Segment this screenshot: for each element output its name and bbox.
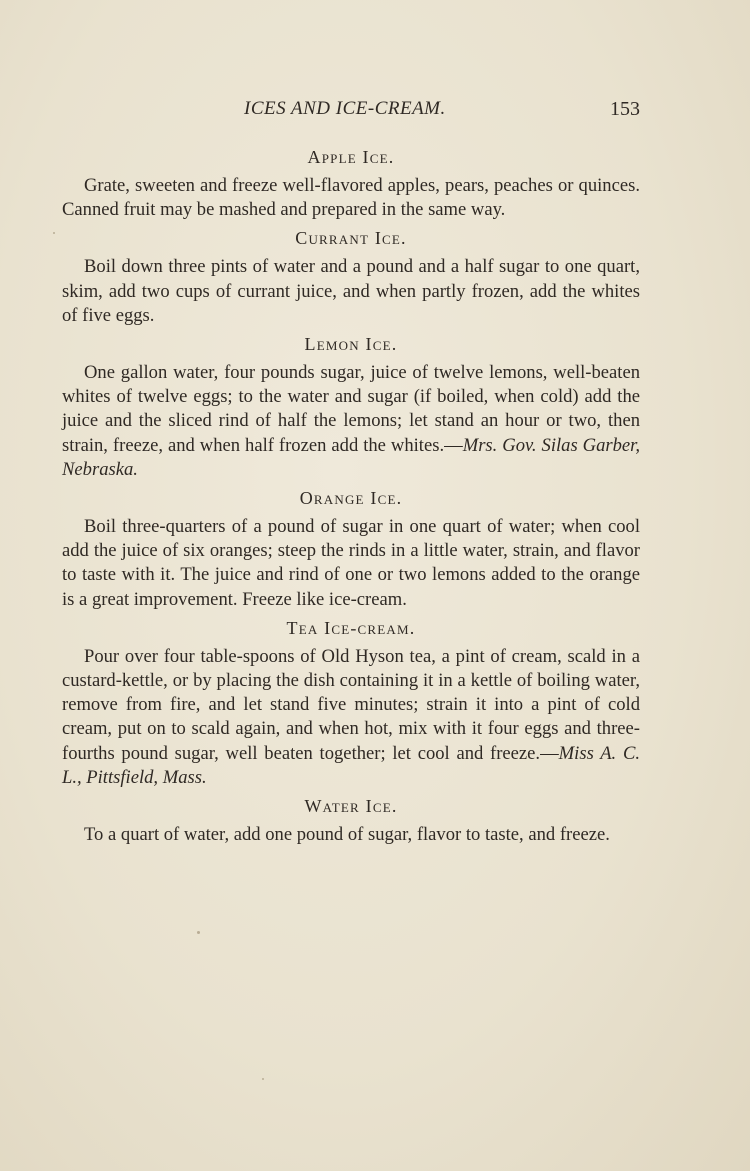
- recipe-title: Apple Ice.: [307, 147, 395, 167]
- recipe-currant-ice: [62, 225, 640, 328]
- running-title: ICES AND ICE-CREAM.: [244, 98, 446, 119]
- recipe-title: Tea Ice-cream.: [286, 617, 416, 638]
- recipe-body: Grate, sweeten and freeze well-flavored apples, pears, peaches or quinces. Canned fruit may be mashed and prepared in the same way.: [62, 175, 640, 221]
- recipe-text: [62, 823, 640, 847]
- recipe-lemon-ice: [62, 331, 640, 482]
- recipe-body: One gallon water, four pounds sugar, juice of twelve lemons, well-beaten whites of twelve eggs; to the water and sugar (if boiled, when cold) add the juice and the sliced rind of half the lemons; let stand an hour or two, then strain, freeze, and when half frozen add the whites.—: [62, 362, 640, 456]
- recipe-orange-ice: [62, 485, 640, 612]
- recipe-text: [62, 515, 640, 612]
- recipe-title: Currant Ice.: [295, 228, 407, 249]
- recipe-body: Pour over four table-spoons of Old Hyson tea, a pint of cream, scald in a custard-kettle, or by placing the dish containing it in a kettle of boiling water, remove from fire, and let stand five minutes; strain it into a pint of cold cream, put on to scald again, and when hot, mix with it four eggs and three-fourths pound sugar, well beaten together; let cool and freeze.—: [62, 645, 640, 764]
- recipe-apple-ice: [62, 144, 640, 222]
- page-body: [62, 144, 640, 850]
- paper-speck: [197, 931, 200, 934]
- recipe-body: Boil down three pints of water and a pound and a half sugar to one quart, skim, add two cups of currant juice, and when partly frozen, add the whites of five eggs.: [62, 256, 640, 326]
- recipe-title: Orange Ice.: [299, 488, 403, 509]
- recipe-text: [62, 361, 640, 482]
- recipe-water-ice: [62, 793, 640, 847]
- recipe-author: Miss A. C. L., Pittsfield, Mass.: [62, 742, 640, 788]
- recipe-title: Lemon Ice.: [304, 334, 398, 355]
- recipe-text: [62, 255, 640, 328]
- recipe-text: [62, 174, 640, 222]
- recipe-tea-ice-cream: [62, 615, 640, 790]
- recipe-body: To a quart of water, add one pound of sugar, flavor to taste, and freeze.: [84, 824, 610, 846]
- paper-speck: [53, 232, 55, 234]
- recipe-body: Boil three-quarters of a pound of sugar in one quart of water; when cool add the juice of six oranges; steep the rinds in a little water, strain, and flavor to taste with it. The juice and rind of one or two lemons added to the orange is a great improvement. Freeze like ice-cream.: [62, 516, 640, 610]
- paper-speck: [262, 1078, 264, 1080]
- recipe-author: Mrs. Gov. Silas Garber, Nebraska.: [62, 434, 640, 480]
- recipe-title: Water Ice.: [304, 796, 398, 817]
- recipe-text: [62, 645, 640, 790]
- page-number: 153: [610, 98, 640, 120]
- page-header: [62, 98, 640, 126]
